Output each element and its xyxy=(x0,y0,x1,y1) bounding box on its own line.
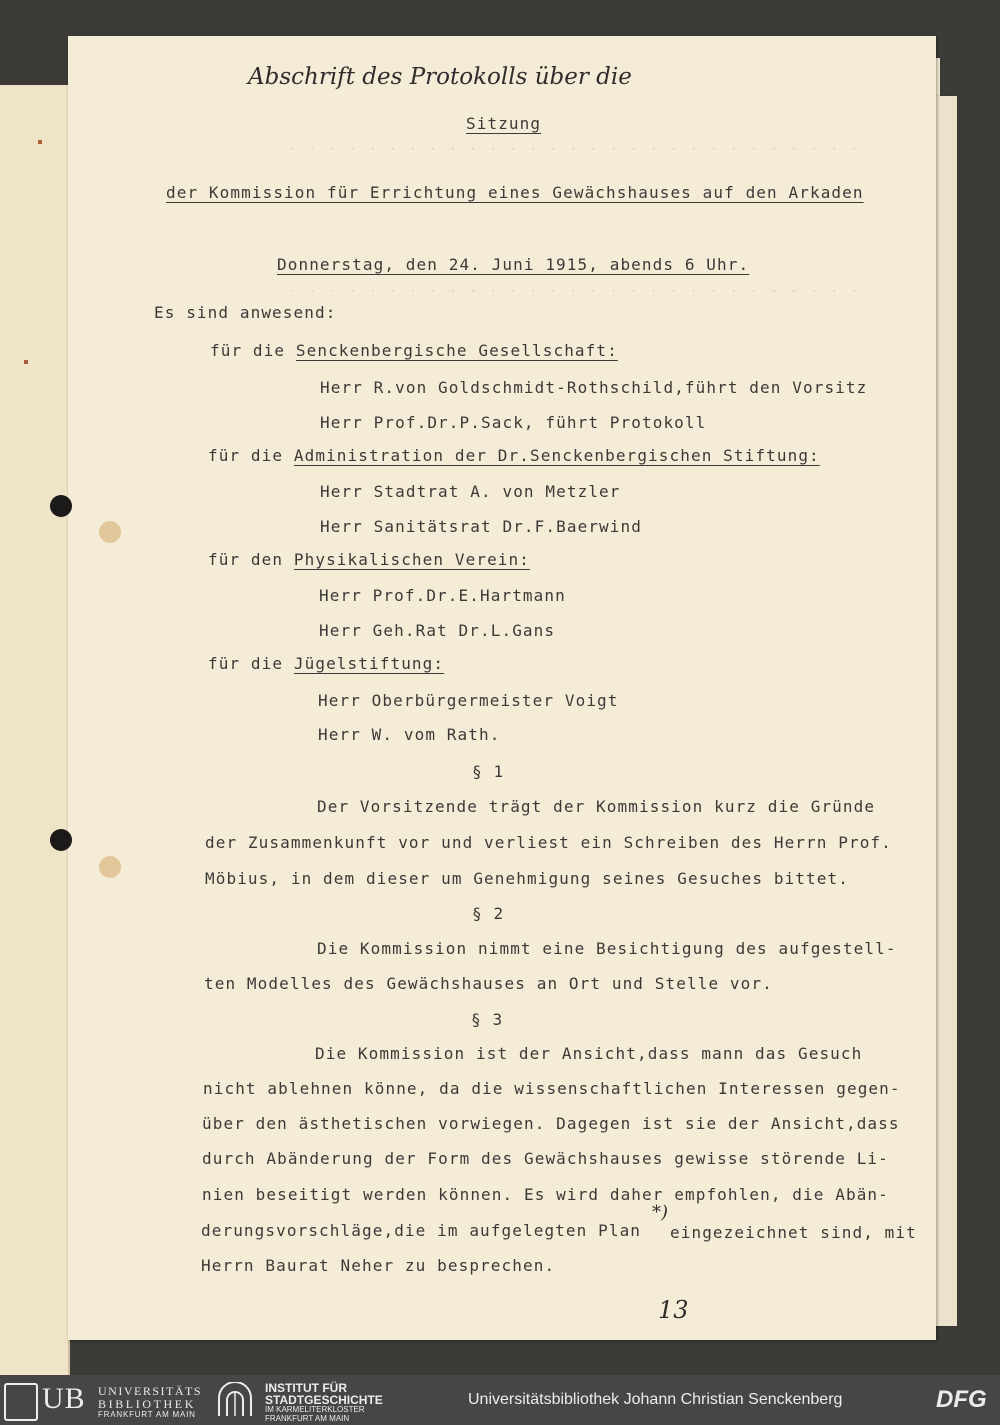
document-title: Sitzung xyxy=(466,114,542,133)
document-page xyxy=(68,36,936,1340)
section-heading: § 3 xyxy=(471,1010,504,1029)
group-label: für die Senckenbergische Gesellschaft: xyxy=(210,341,618,360)
member: Herr Sanitätsrat Dr.F.Baerwind xyxy=(320,517,642,536)
member: Herr Prof.Dr.E.Hartmann xyxy=(319,586,566,605)
group-organisation: Administration der Dr.Senckenbergischen Stiftung: xyxy=(293,446,820,465)
group-label: für den Physikalischen Verein: xyxy=(208,550,530,569)
member: Herr Geh.Rat Dr.L.Gans xyxy=(319,621,556,640)
left-page-edge xyxy=(0,85,70,1385)
punch-hole xyxy=(99,521,121,543)
ub-name-line1: UNIVERSITÄTS xyxy=(98,1384,202,1398)
isg-line1: INSTITUT FÜR xyxy=(265,1381,347,1395)
document-subtitle: der Kommission für Errichtung eines Gewächshauses auf den Arkaden xyxy=(166,183,864,202)
group-label: für die Administration der Dr.Senckenbergischen Stiftung: xyxy=(208,446,820,465)
ub-emblem-icon xyxy=(4,1383,38,1421)
punch-hole xyxy=(50,829,72,851)
ub-logo: UB xyxy=(42,1382,86,1415)
paper-mark xyxy=(38,140,42,144)
attendance-intro: Es sind anwesend: xyxy=(154,303,337,322)
member: Herr R.von Goldschmidt-Rothschild,führt den Vorsitz xyxy=(320,378,868,397)
footer-bar xyxy=(0,1375,1000,1425)
paragraph-line: eingezeichnet sind, mit xyxy=(670,1223,917,1242)
bleedthrough-text: · · · · · · · · · · · · · · · · · · · · · · · · · · · · · xyxy=(288,282,860,300)
paragraph-line: der Zusammenkunft vor und verliest ein Schreiben des Herrn Prof. xyxy=(205,833,892,852)
paragraph-line: ten Modelles des Gewächshauses an Ort und Stelle vor. xyxy=(204,974,773,993)
punch-hole xyxy=(99,856,121,878)
isg-line4: FRANKFURT AM MAIN xyxy=(265,1414,350,1423)
paragraph-line: derungsvorschläge,die im aufgelegten Plan xyxy=(201,1221,642,1240)
footer-institution: Universitätsbibliothek Johann Christian Senckenberg xyxy=(468,1391,843,1408)
group-organisation: Senckenbergische Gesellschaft: xyxy=(295,341,618,360)
group-label: für die Jügelstiftung: xyxy=(208,654,445,673)
ub-name-line3: FRANKFURT AM MAIN xyxy=(98,1410,196,1419)
isg-arch-icon xyxy=(215,1382,255,1418)
paragraph-line: Die Kommission nimmt eine Besichtigung des aufgestell- xyxy=(317,939,897,958)
isg-line3: IM KARMELITERKLOSTER xyxy=(265,1405,365,1414)
paragraph-line: Herrn Baurat Neher zu besprechen. xyxy=(201,1256,556,1275)
footnote-mark: *) xyxy=(652,1202,669,1223)
member: Herr Prof.Dr.P.Sack, führt Protokoll xyxy=(320,413,707,432)
bleedthrough-text: · · · · · · · · · · · · · · · · · · · · · · · · · · · · · xyxy=(288,140,860,158)
group-organisation: Physikalischen Verein: xyxy=(293,550,530,569)
page-number: 13 xyxy=(658,1296,689,1324)
member: Herr Stadtrat A. von Metzler xyxy=(320,482,621,501)
isg-line2: STADTGESCHICHTE xyxy=(265,1393,383,1407)
punch-hole xyxy=(50,495,72,517)
paper-mark xyxy=(24,360,28,364)
member: Herr W. vom Rath. xyxy=(318,725,501,744)
paragraph-line: Möbius, in dem dieser um Genehmigung seines Gesuches bittet. xyxy=(205,869,849,888)
dfg-logo: DFG xyxy=(936,1386,987,1413)
section-heading: § 1 xyxy=(472,762,505,781)
member: Herr Oberbürgermeister Voigt xyxy=(318,691,619,710)
paragraph-line: über den ästhetischen vorwiegen. Dagegen ist sie der Ansicht,dass xyxy=(202,1114,900,1133)
paragraph-line: Die Kommission ist der Ansicht,dass mann das Gesuch xyxy=(315,1044,863,1063)
handwritten-header: Abschrift des Protokolls über die xyxy=(248,64,632,90)
paragraph-line: Der Vorsitzende trägt der Kommission kurz die Gründe xyxy=(317,797,876,816)
ub-name-line2: BIBLIOTHEK xyxy=(98,1397,196,1411)
group-organisation: Jügelstiftung: xyxy=(293,654,445,673)
section-heading: § 2 xyxy=(472,904,505,923)
paragraph-line: nien beseitigt werden können. Es wird daher empfohlen, die Abän- xyxy=(202,1185,889,1204)
meeting-date: Donnerstag, den 24. Juni 1915, abends 6 Uhr. xyxy=(277,255,750,274)
paragraph-line: nicht ablehnen könne, da die wissenschaftlichen Interessen gegen- xyxy=(203,1079,901,1098)
paragraph-line: durch Abänderung der Form des Gewächshauses gewisse störende Li- xyxy=(202,1149,889,1168)
